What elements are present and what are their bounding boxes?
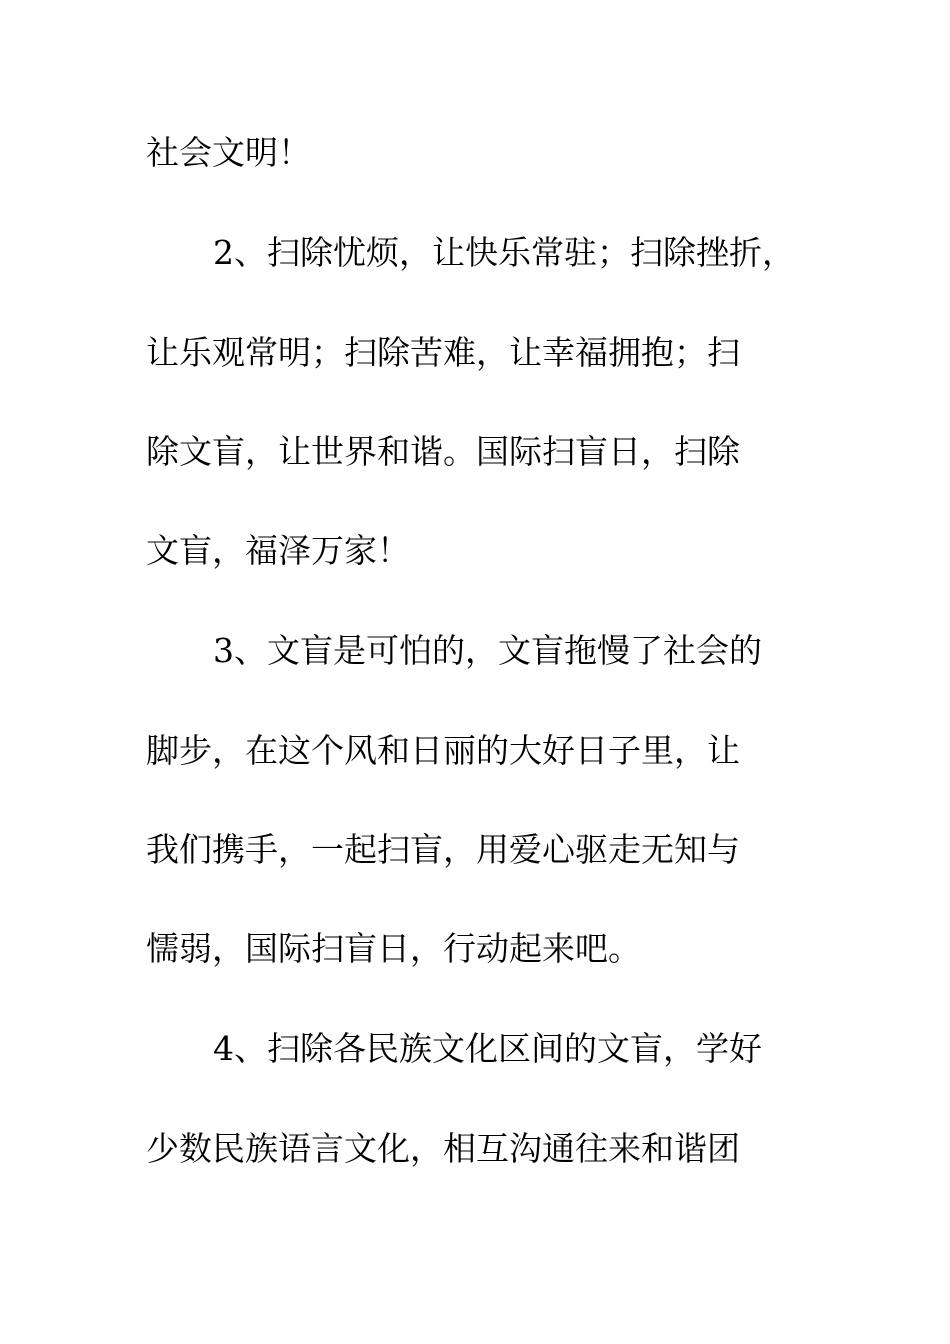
text-line-5: 文盲，福泽万家！ xyxy=(146,531,410,570)
text-line-8: 我们携手，一起扫盲，用爱心驱走无知与 xyxy=(146,830,740,869)
text-line-9: 懦弱，国际扫盲日，行动起来吧。 xyxy=(146,929,641,968)
text-line-7: 脚步，在这个风和日丽的大好日子里，让 xyxy=(146,731,740,770)
text-line-6: 3、文盲是可怕的，文盲拖慢了社会的 xyxy=(213,631,762,670)
text-line-3: 让乐观常明；扫除苦难，让幸福拥抱；扫 xyxy=(146,333,740,372)
text-line-4: 除文盲，让世界和谐。国际扫盲日，扫除 xyxy=(146,432,740,471)
text-line-11: 少数民族语言文化，相互沟通往来和谐团 xyxy=(146,1129,740,1168)
text-line-10: 4、扫除各民族文化区间的文盲，学好 xyxy=(213,1029,762,1068)
text-line-1: 社会文明！ xyxy=(146,133,311,172)
text-line-2: 2、扫除忧烦，让快乐常驻；扫除挫折， xyxy=(213,233,795,272)
